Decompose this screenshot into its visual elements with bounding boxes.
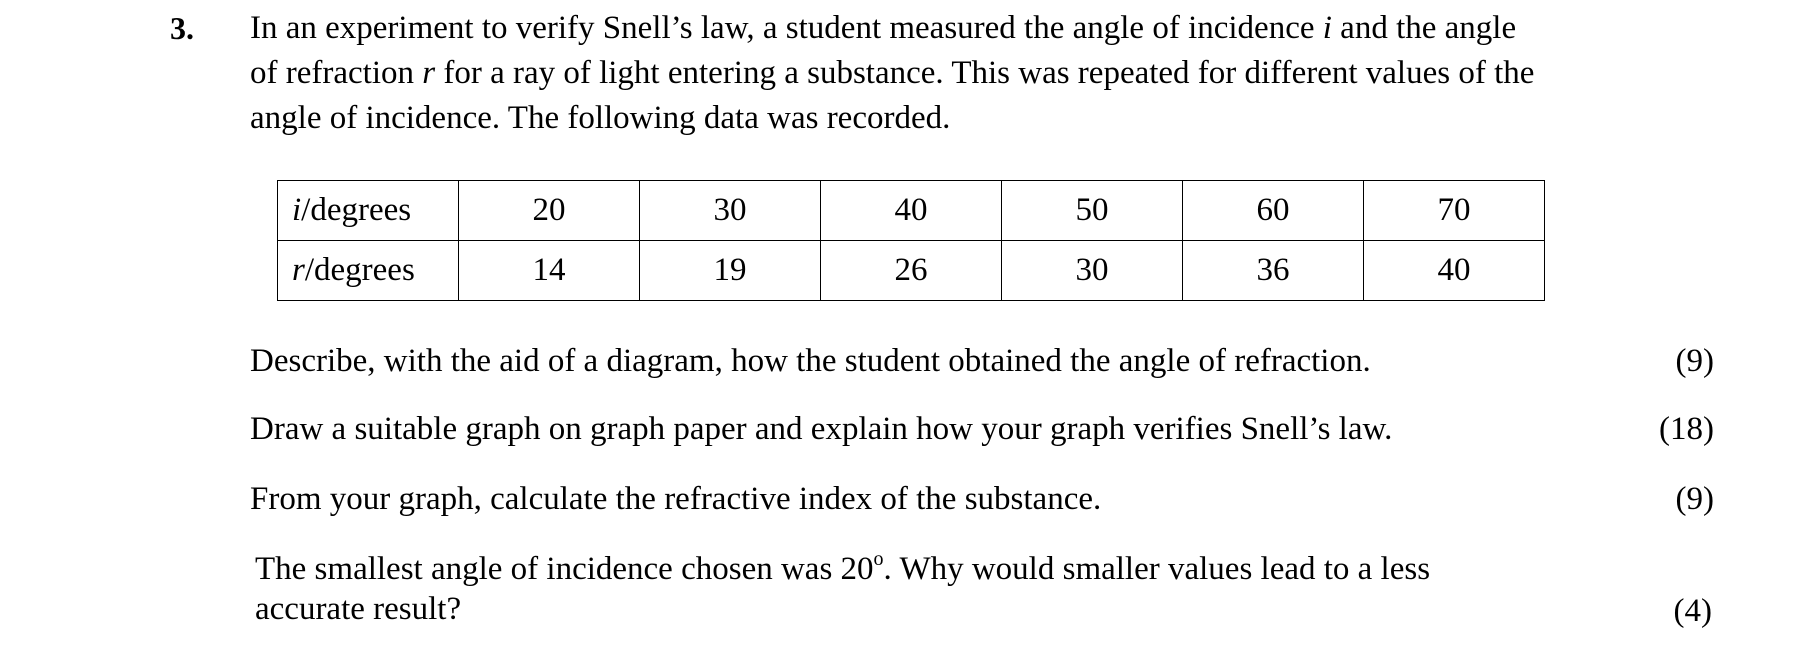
part-text: . Why would smaller values lead to a less	[883, 551, 1431, 587]
table-row-refraction	[278, 241, 1545, 301]
variable-r: r	[422, 55, 436, 91]
table-row-incidence	[278, 181, 1545, 241]
marks-refractive-index: (9)	[1675, 481, 1714, 517]
intro-text: In an experiment to verify Snell’s law, a student measured the angle of incidence	[250, 10, 1323, 46]
intro-text: of refraction	[250, 55, 423, 91]
table-cell: 40	[821, 181, 1002, 241]
table-cell: 36	[1183, 241, 1364, 301]
variable-i: i	[1322, 10, 1332, 46]
marks-graph: (18)	[1659, 411, 1714, 447]
table-cell: 60	[1183, 181, 1364, 241]
smallest-angle-line-1	[255, 549, 1725, 589]
marks-smallest-angle: (4)	[1673, 593, 1712, 629]
question-number: 3.	[170, 10, 194, 46]
table-cell: 26	[821, 241, 1002, 301]
part-text: The smallest angle of incidence chosen was 20	[255, 551, 874, 587]
data-table	[277, 180, 1545, 301]
part-smallest-angle	[255, 549, 1725, 629]
variable-r: r	[292, 252, 305, 288]
smallest-angle-line-2: accurate result?	[255, 591, 462, 627]
table-cell: 40	[1364, 241, 1545, 301]
intro-text: for a ray of light entering a substance. This was repeated for different values of the	[435, 55, 1535, 91]
table-cell: 30	[640, 181, 821, 241]
unit-label: /degrees	[304, 252, 415, 288]
table-cell: 19	[640, 241, 821, 301]
table-cell: 70	[1364, 181, 1545, 241]
intro-text: and the angle	[1331, 10, 1517, 46]
table-cell: 14	[459, 241, 640, 301]
variable-i: i	[292, 192, 302, 228]
part-refractive-index: From your graph, calculate the refractive index of the substance.	[250, 481, 1102, 517]
intro-text: angle of incidence. The following data was recorded.	[250, 100, 951, 136]
intro-line-2	[250, 51, 1720, 96]
degree-symbol: o	[873, 548, 884, 570]
question-intro	[250, 6, 1720, 141]
unit-label: /degrees	[301, 192, 412, 228]
part-graph: Draw a suitable graph on graph paper and explain how your graph verifies Snell’s law.	[250, 411, 1393, 447]
intro-line-3	[250, 96, 1720, 141]
table-cell: 50	[1002, 181, 1183, 241]
intro-line-1	[250, 6, 1720, 51]
table-cell: 20	[459, 181, 640, 241]
part-describe: Describe, with the aid of a diagram, how the student obtained the angle of refraction.	[250, 343, 1371, 379]
marks-describe: (9)	[1675, 343, 1714, 379]
row-header-incidence	[278, 181, 459, 241]
table-cell: 30	[1002, 241, 1183, 301]
row-header-refraction	[278, 241, 459, 301]
